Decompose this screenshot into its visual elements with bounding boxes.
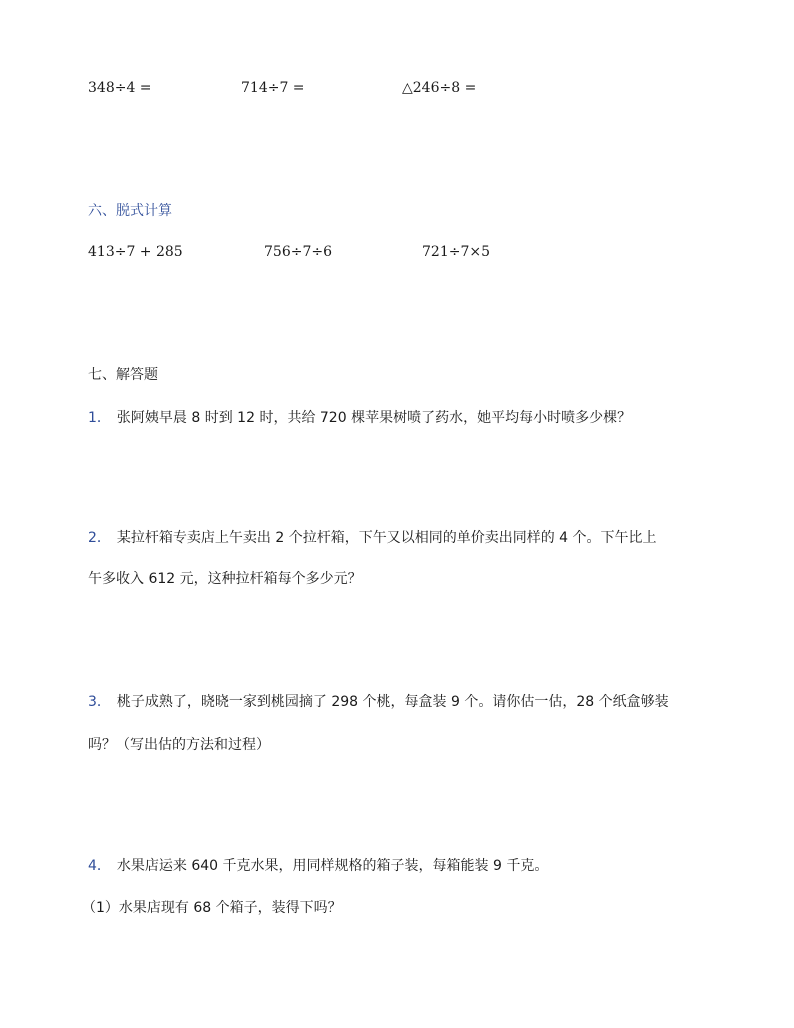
question-3-line-2: 吗？（写出估的方法和过程） bbox=[88, 737, 270, 753]
section-6-title: 六、脱式计算 bbox=[88, 203, 172, 219]
question-2 bbox=[88, 529, 657, 547]
question-4-subquestion-1: （1）水果店现有 68 个箱子，装得下吗？ bbox=[82, 900, 342, 916]
question-2-number: 2． bbox=[88, 530, 111, 546]
question-3-number: 3． bbox=[88, 694, 111, 710]
section-7-title: 七、解答题 bbox=[88, 367, 158, 383]
division-expression-3: △246÷8 = bbox=[402, 80, 477, 96]
question-1-line-1: 张阿姨早晨 8 时到 12 时，共给 720 棵苹果树喷了药水，她平均每小时喷多少棵？ bbox=[116, 410, 632, 426]
division-expression-1: 348÷4 = bbox=[88, 80, 152, 96]
step-calc-expression-2: 756÷7÷6 bbox=[264, 244, 332, 260]
step-calc-expression-3: 721÷7×5 bbox=[422, 244, 490, 260]
step-calc-expression-1: 413÷7 + 285 bbox=[88, 244, 183, 260]
question-4-number: 4． bbox=[88, 858, 111, 874]
question-3 bbox=[88, 693, 669, 711]
question-3-line-1: 桃子成熟了，晓晓一家到桃园摘了 298 个桃，每盒装 9 个。请你估一估，28 个纸盒够装 bbox=[116, 694, 669, 710]
question-2-line-2: 午多收入 612 元，这种拉杆箱每个多少元？ bbox=[88, 571, 362, 587]
question-2-line-1: 某拉杆箱专卖店上午卖出 2 个拉杆箱，下午又以相同的单价卖出同样的 4 个。下午比上 bbox=[116, 530, 657, 546]
division-expression-2: 714÷7 = bbox=[241, 80, 305, 96]
question-1-number: 1． bbox=[88, 410, 111, 426]
question-4 bbox=[88, 857, 548, 875]
question-4-line-1: 水果店运来 640 千克水果，用同样规格的箱子装，每箱能装 9 千克。 bbox=[116, 858, 549, 874]
question-1 bbox=[88, 409, 631, 427]
